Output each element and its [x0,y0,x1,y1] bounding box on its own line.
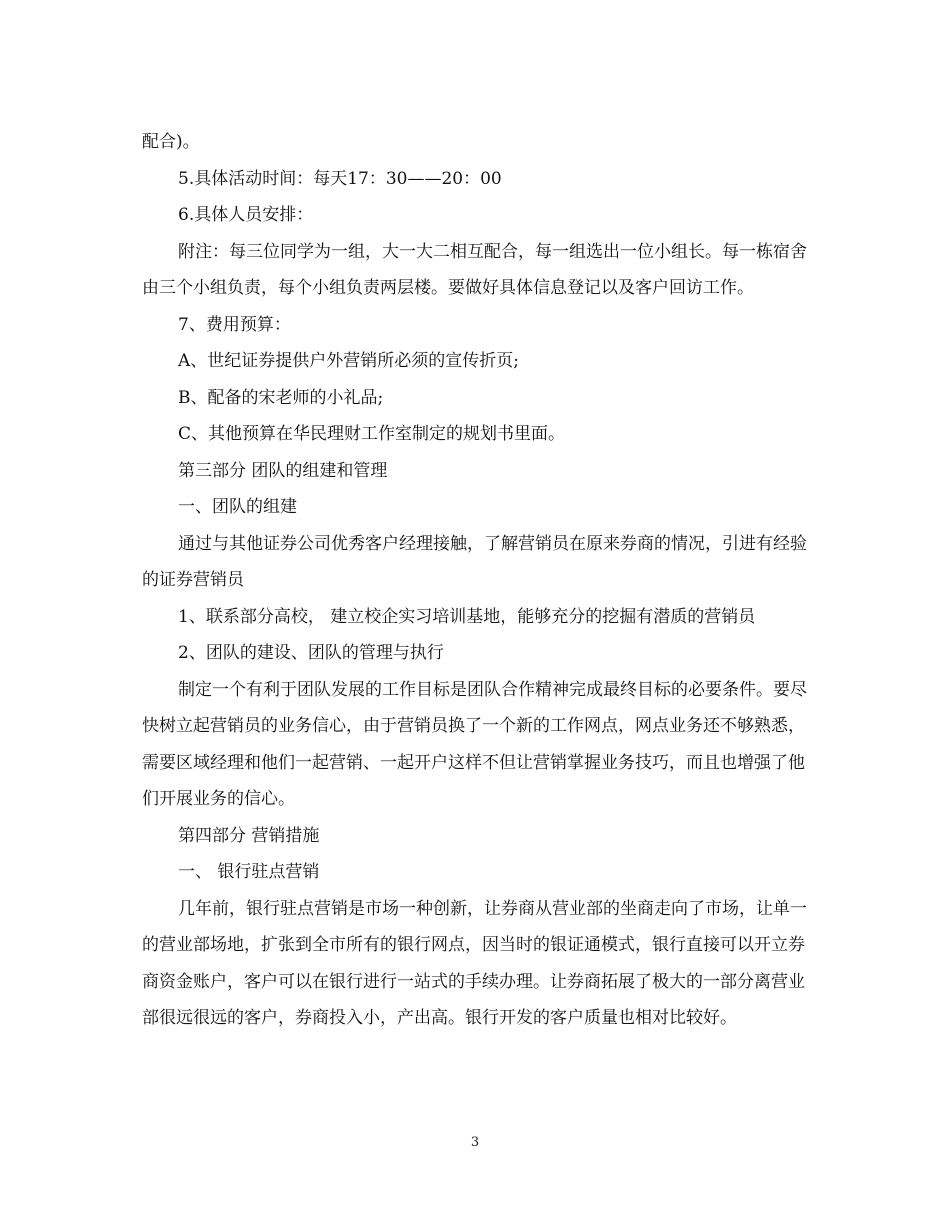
subsection-heading: 一、团队的组建 [178,497,297,517]
paragraph: 2、团队的建设、团队的管理与执行 [178,643,444,663]
paragraph: B、配备的宋老师的小礼品; [178,387,384,408]
paragraph: 通过与其他证券公司优秀客户经理接触，了解营销员在原来券商的情况，引进有经验的证券营销员 [142,533,807,590]
paragraph: 几年前，银行驻点营销是市场一种创新，让券商从营业部的坐商走向了市场，让单一的营业部场地，扩张到全市所有的银行网点，因当时的银证通模式，银行直接可以开立券商资金账户，客户可以在银行进行一站式的手续办理。让券商拓展了极大的一部分离营业部很远很远的客户，券商投入小，产出高。银行开发的客户质量也相对比较好。 [142,898,807,1028]
paragraph: 5.具体活动时间：每天17：30——20：00 [178,168,502,189]
section-heading: 第三部分 团队的组建和管理 [178,460,388,481]
paragraph: 6.具体人员安排： [178,205,314,225]
paragraph: C、其他预算在华民理财工作室制定的规划书里面。 [178,424,566,444]
paragraph: 1、联系部分高校， 建立校企实习培训基地，能够充分的挖掘有潜质的营销员 [178,606,756,627]
paragraph: 配合)。 [142,132,200,152]
document-body [142,124,814,1037]
page-number: 3 [470,1135,480,1150]
paragraph: 制定一个有利于团队发展的工作目标是团队合作精神完成最终目标的必要条件。要尽快树立起营销员的业务信心，由于营销员换了一个新的工作网点，网点业务还不够熟悉，需要区域经理和他们一起营销、一起开户这样不但让营销掌握业务技巧，而且也增强了他们开展业务的信心。 [142,679,807,809]
paragraph: A、世纪证券提供户外营销所必须的宣传折页; [178,351,520,371]
paragraph: 附注：每三位同学为一组，大一大二相互配合，每一组选出一位小组长。每一栋宿舍由三个小组负责，每个小组负责两层楼。要做好具体信息登记以及客户回访工作。 [142,241,807,298]
subsection-heading: 一、 银行驻点营销 [178,862,320,882]
paragraph: 7、费用预算： [178,314,291,335]
section-heading: 第四部分 营销措施 [178,825,320,846]
